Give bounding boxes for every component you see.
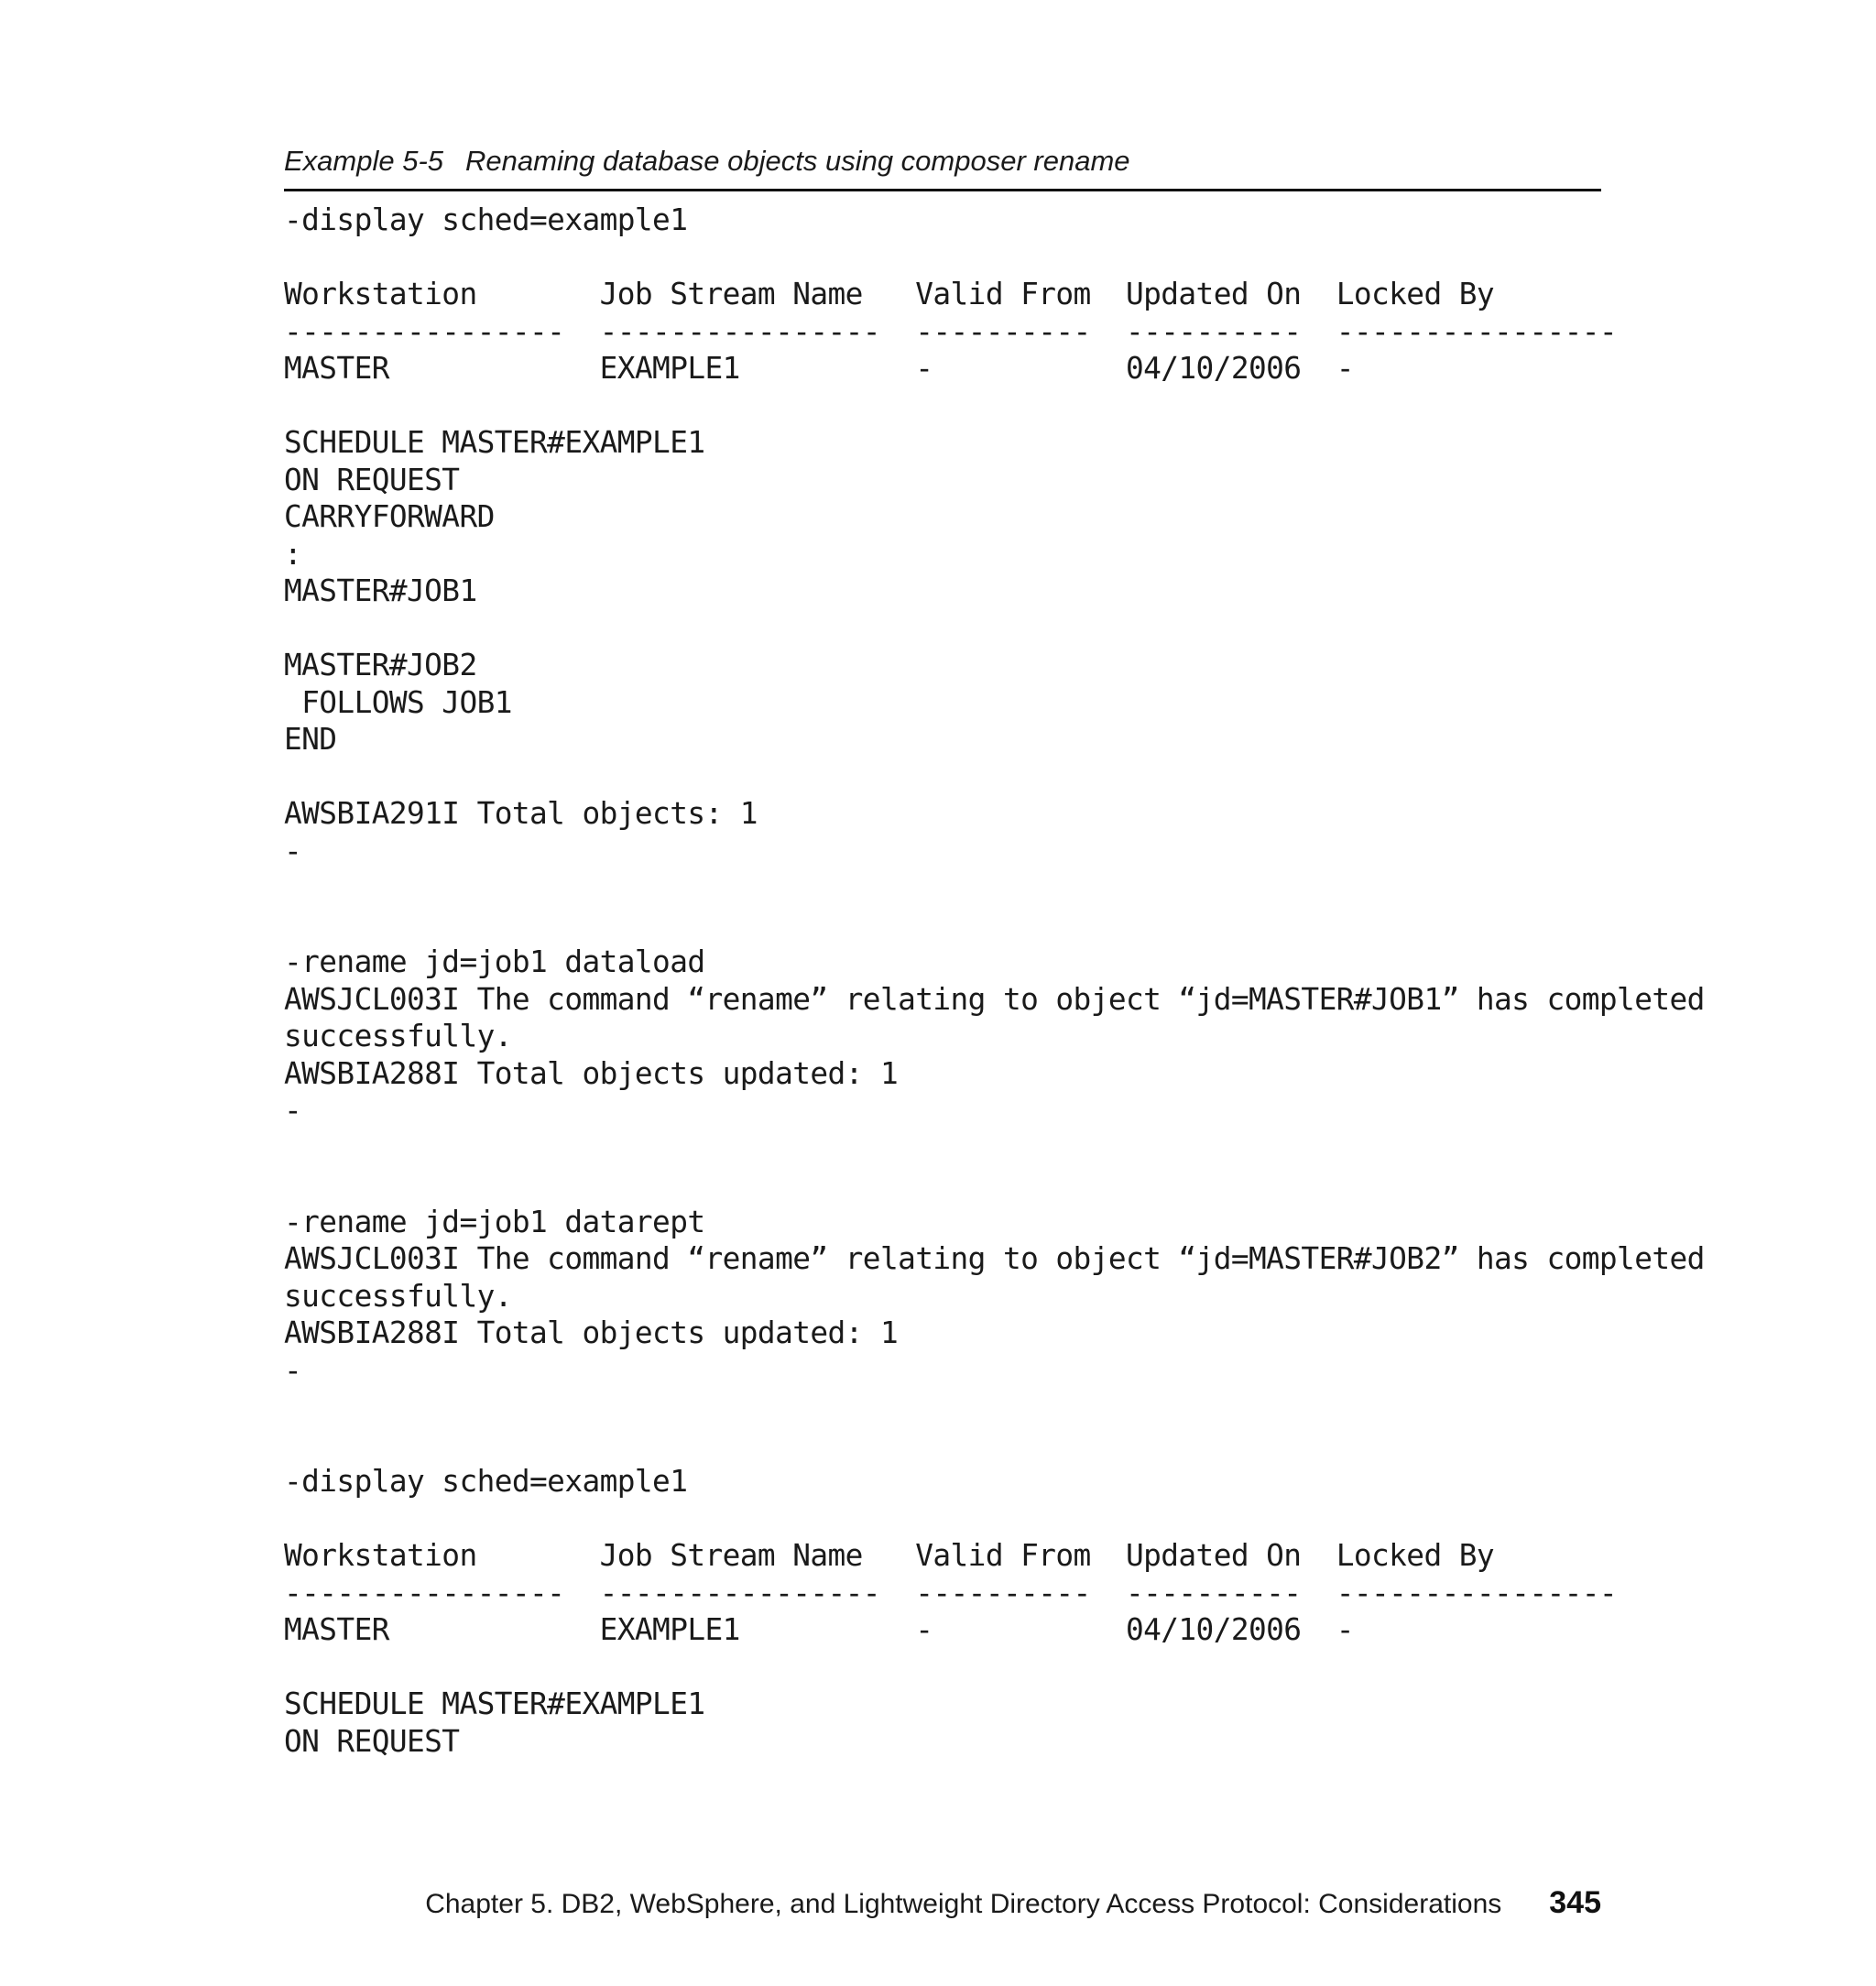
code-line: : bbox=[284, 536, 302, 572]
code-line bbox=[284, 907, 1705, 944]
code-line: MASTER EXAMPLE1 - 04/10/2006 - bbox=[284, 351, 1354, 386]
code-line: Workstation Job Stream Name Valid From Updated On Locked By bbox=[284, 1538, 1495, 1573]
code-line: successfully. bbox=[284, 1019, 512, 1053]
code-line: -display sched=example1 bbox=[284, 1464, 688, 1499]
code-line bbox=[284, 758, 1705, 796]
code-line: successfully. bbox=[284, 1278, 512, 1314]
code-line bbox=[284, 1649, 1705, 1686]
code-line: Workstation Job Stream Name Valid From Updated On Locked By bbox=[284, 277, 1495, 311]
page-number: 345 bbox=[1549, 1885, 1601, 1920]
page-footer bbox=[425, 1885, 1601, 1921]
example-title: Renaming database objects using composer rename bbox=[465, 145, 1130, 177]
code-line bbox=[284, 1129, 1705, 1167]
code-line: ON REQUEST bbox=[284, 1723, 460, 1759]
code-line: ---------------- ---------------- ---------- ---------- ---------------- bbox=[284, 313, 1618, 349]
code-line: MASTER EXAMPLE1 - 04/10/2006 - bbox=[284, 1612, 1354, 1647]
code-line: CARRYFORWARD bbox=[284, 499, 495, 534]
code-line bbox=[284, 610, 1705, 648]
code-line: FOLLOWS JOB1 bbox=[284, 684, 512, 720]
code-line bbox=[284, 1166, 1705, 1204]
code-line: - bbox=[284, 1093, 302, 1128]
code-line: - bbox=[284, 833, 302, 868]
code-line: ---------------- ---------------- ---------- ---------- ---------------- bbox=[284, 1575, 1618, 1610]
code-line: AWSBIA288I Total objects updated: 1 bbox=[284, 1055, 899, 1091]
code-line: -rename jd=job1 datarept bbox=[284, 1204, 705, 1239]
caption-rule bbox=[284, 189, 1601, 191]
code-line bbox=[284, 1500, 1705, 1538]
chapter-title: Chapter 5. DB2, WebSphere, and Lightweight Directory Access Protocol: Considerations bbox=[425, 1889, 1502, 1919]
code-line: -display sched=example1 bbox=[284, 202, 688, 237]
code-line: END bbox=[284, 722, 337, 757]
code-line: - bbox=[284, 1352, 302, 1388]
code-line bbox=[284, 387, 1705, 425]
code-line: AWSBIA288I Total objects updated: 1 bbox=[284, 1315, 899, 1350]
code-line bbox=[284, 869, 1705, 907]
code-line: ON REQUEST bbox=[284, 462, 460, 497]
code-line: MASTER#JOB2 bbox=[284, 648, 477, 682]
code-listing bbox=[284, 202, 1705, 1760]
code-line bbox=[284, 1389, 1705, 1426]
code-line: -rename jd=job1 dataload bbox=[284, 944, 705, 979]
code-line: AWSJCL003I The command “rename” relating to object “jd=MASTER#JOB2” has completed bbox=[284, 1241, 1705, 1276]
code-line: SCHEDULE MASTER#EXAMPLE1 bbox=[284, 1686, 705, 1721]
example-caption bbox=[284, 145, 1130, 178]
example-label: Example 5-5 bbox=[284, 145, 444, 177]
code-line: SCHEDULE MASTER#EXAMPLE1 bbox=[284, 425, 705, 460]
code-line bbox=[284, 239, 1705, 277]
code-line: MASTER#JOB1 bbox=[284, 573, 477, 608]
code-line: AWSBIA291I Total objects: 1 bbox=[284, 796, 758, 831]
code-line bbox=[284, 1426, 1705, 1464]
code-line: AWSJCL003I The command “rename” relating to object “jd=MASTER#JOB1” has completed bbox=[284, 981, 1705, 1017]
